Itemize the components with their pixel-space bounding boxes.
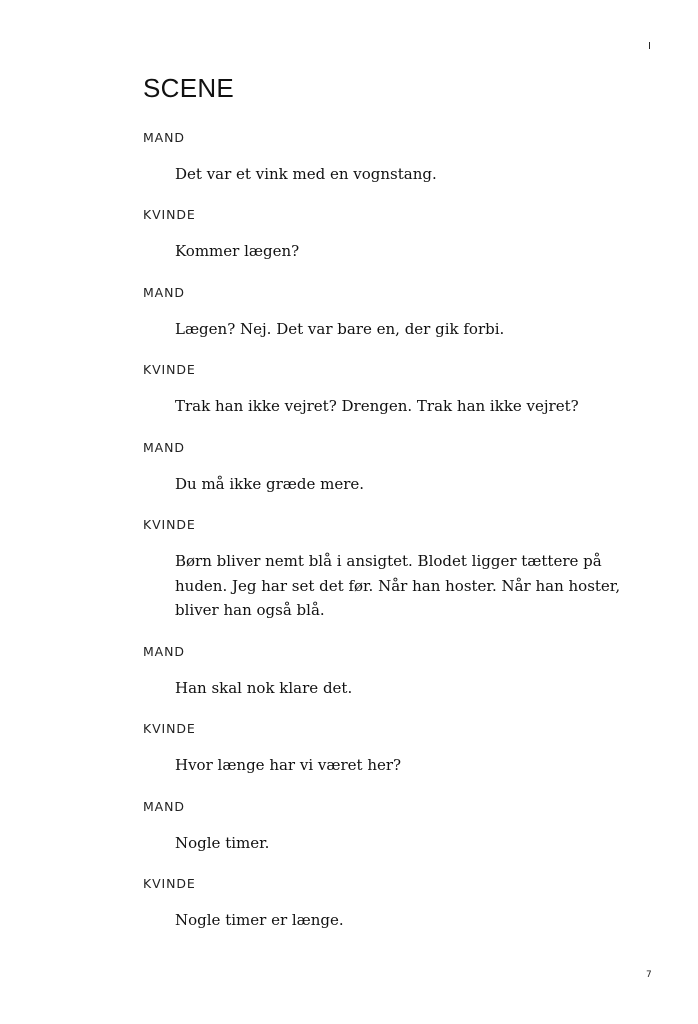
page-number: 7 <box>646 970 652 980</box>
speaker-name: MAND <box>143 285 185 300</box>
dialogue-line: Børn bliver nemt blå i ansigtet. Blodet ligger tættere på huden. Jeg har set det før. Når han hoster. Når han hoster, bliver han også blå. <box>175 552 621 619</box>
dialogue-line: Nogle timer er længe. <box>175 911 344 929</box>
page-title: SCENE <box>143 73 235 103</box>
speaker-name: KVINDE <box>143 207 196 222</box>
dialogue-line: Kommer lægen? <box>175 242 300 260</box>
dialogue-block <box>143 876 643 933</box>
dialogue-line: Lægen? Nej. Det var bare en, der gik forbi. <box>175 320 505 338</box>
dialogue-line: Nogle timer. <box>175 834 270 852</box>
speaker-name: KVINDE <box>143 517 196 532</box>
dialogue-block <box>143 440 643 497</box>
dialogue-block <box>143 721 643 778</box>
speaker-name: MAND <box>143 644 185 659</box>
speaker-name: MAND <box>143 799 185 814</box>
dialogue-block <box>143 285 643 342</box>
dialogue-line: Du må ikke græde mere. <box>175 475 365 493</box>
dialogue-line: Trak han ikke vejret? Drengen. Trak han ikke vejret? <box>175 397 579 415</box>
speaker-name: KVINDE <box>143 721 196 736</box>
dialogue-line: Hvor længe har vi været her? <box>175 756 402 774</box>
dialogue-block <box>143 644 643 701</box>
dialogue-line: Han skal nok klare det. <box>175 679 353 697</box>
speaker-name: KVINDE <box>143 362 196 377</box>
dialogue-block <box>143 799 643 856</box>
running-head: I <box>648 41 651 52</box>
dialogue-line: Det var et vink med en vognstang. <box>175 165 437 183</box>
dialogue-block <box>143 207 643 264</box>
speaker-name: MAND <box>143 440 185 455</box>
dialogue-block <box>143 517 643 623</box>
dialogue-block <box>143 130 643 187</box>
speaker-name: MAND <box>143 130 185 145</box>
dialogue-block <box>143 362 643 419</box>
speaker-name: KVINDE <box>143 876 196 891</box>
